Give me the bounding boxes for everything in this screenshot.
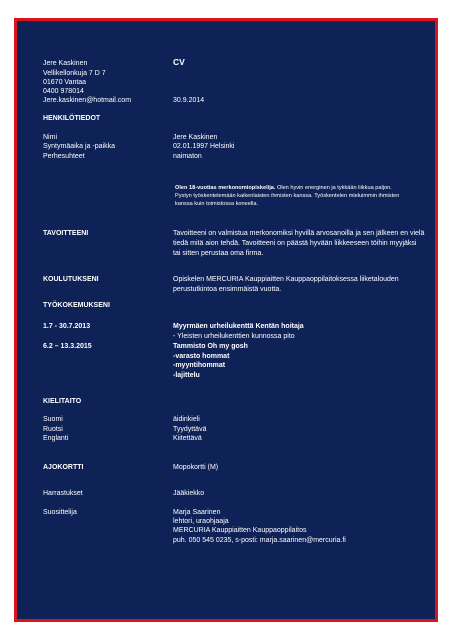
language-label-english: Englanti: [43, 435, 69, 442]
language-value-swedish: Tyydyttävä: [173, 426, 207, 433]
job1-period: 1.7 - 30.7.2013: [43, 323, 91, 330]
contact-email: Jere.kaskinen@hotmail.com: [43, 97, 132, 104]
goals-heading: TAVOITTEENI: [43, 230, 89, 237]
references-label: Suosittelija: [43, 509, 77, 516]
job2-task-3: -lajittelu: [173, 372, 200, 379]
job2-task-1: -varasto hommat: [173, 353, 230, 360]
personal-label-birth: Syntymäaika ja -paikka: [43, 143, 115, 150]
personal-heading: HENKILÖTIEDOT: [43, 115, 101, 122]
intro-line-1: [175, 184, 392, 192]
education-heading: KOULUTUKSENI: [43, 276, 99, 283]
language-value-finnish: äidinkieli: [173, 416, 200, 423]
reference-contact: puh. 050 545 0235, s-posti: marja.saarinen@mercuria.fi: [173, 537, 346, 544]
personal-value-name: Jere Kaskinen: [173, 134, 218, 141]
contact-name: Jere Kaskinen: [43, 60, 88, 67]
language-label-swedish: Ruotsi: [43, 426, 63, 433]
intro-line-2: Pystyn työskentelemään kaikenlaisten ihmisten kanssa. Työskentelen mieluimmin ihmisten: [175, 193, 400, 199]
personal-label-family: Perhesuhteet: [43, 153, 85, 160]
license-value: Mopokortti (M): [173, 464, 219, 471]
languages-heading: KIELITAITO: [43, 398, 82, 405]
reference-role: lehtori, uraohjaaja: [173, 518, 229, 525]
document-date: 30.9.2014: [173, 97, 205, 104]
education-line-2: perustutkintoa ensimmäistä vuotta.: [173, 286, 282, 293]
license-heading: AJOKORTTI: [43, 464, 84, 471]
hobbies-value: Jääkiekko: [173, 490, 205, 497]
contact-phone: 0400 978014: [43, 88, 84, 95]
goals-line-2: tiedä mitä aion tehdä. Tavoitteeni on päästä hyvään liikkeeseen töihin myyjäksi: [173, 240, 417, 247]
job2-task-2: -myyntihommat: [173, 362, 226, 369]
contact-street: Vellikellonkuja 7 D 7: [43, 70, 106, 77]
document-title: CV: [173, 57, 185, 67]
cv-page: [14, 18, 438, 622]
job2-title: Tammisto Oh my gosh: [173, 343, 248, 350]
goals-line-1: Tavoitteeni on valmistua merkonomiksi hyvillä arvosanoilla ja sen jälkeen en vielä: [173, 230, 425, 237]
personal-value-birth: 02.01.1997 Helsinki: [173, 143, 235, 150]
contact-city: 01670 Vantaa: [43, 79, 87, 86]
language-label-finnish: Suomi: [43, 416, 63, 423]
job1-desc: - Yleisten urheilukenttien kunnossa pito: [173, 333, 295, 340]
work-heading: TYÖKOKEMUKSENI: [43, 302, 110, 309]
goals-line-3: tai sitten perustaa oma firma.: [173, 250, 264, 257]
intro-line-1-rest: Olen hyvin energinen ja tykkään liikkua paljon.: [275, 185, 392, 191]
intro-bold: Olen 18-vuotias merkonomiopiskelija.: [175, 185, 276, 191]
hobbies-label: Harrastukset: [43, 490, 83, 497]
language-value-english: Kiitettävä: [173, 435, 202, 442]
reference-school: MERCURIA Kauppiaitten Kauppaoppilaitos: [173, 527, 307, 534]
education-line-1: Opiskelen MERCURIA Kauppiaitten Kauppaoppilaitoksessa liiketalouden: [173, 276, 399, 283]
job2-period: 6.2 – 13.3.2015: [43, 343, 92, 350]
intro-line-3: kanssa kuin toimistossa koneella.: [175, 201, 259, 207]
personal-value-family: naimaton: [173, 153, 202, 160]
personal-label-name: Nimi: [43, 134, 57, 141]
job1-title: Myyrmäen urheilukenttä Kentän hoitaja: [173, 323, 304, 330]
reference-name: Marja Saarinen: [173, 509, 221, 516]
